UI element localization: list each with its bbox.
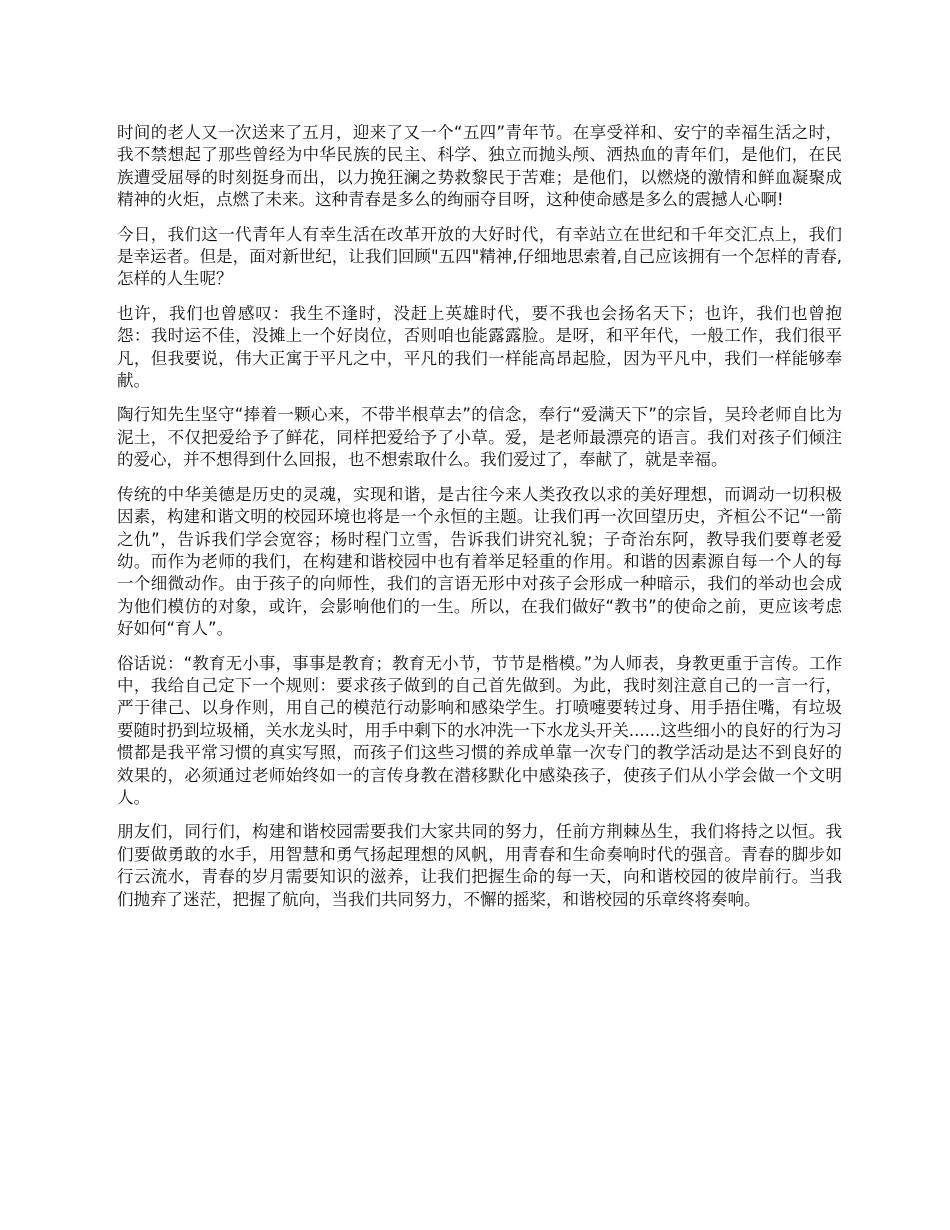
paragraph-2: 今日，我们这一代青年人有幸生活在改革开放的大好时代，有幸站立在世纪和千年交汇点上，我们是幸运者。但是，面对新世纪，让我们回顾"五四"精神,仔细地思索着,自己应该拥有一个怎样的青春,怎样的人生呢？	[117, 224, 842, 289]
paragraph-3: 也许，我们也曾感叹：我生不逢时，没赶上英雄时代，要不我也会扬名天下；也许，我们也曾抱怨：我时运不佳，没摊上一个好岗位，否则咱也能露露脸。是呀，和平年代，一般工作，我们很平凡，但我要说，伟大正寓于平凡之中，平凡的我们一样能高昂起脸，因为平凡中，我们一样能够奉献。	[117, 303, 842, 391]
paragraph-7: 朋友们，同行们，构建和谐校园需要我们大家共同的努力，任前方荆棘丛生，我们将持之以恒。我们要做勇敢的水手，用智慧和勇气扬起理想的风帆，用青春和生命奏响时代的强音。青春的脚步如行云流水，青春的岁月需要知识的滋养，让我们把握生命的每一天，向和谐校园的彼岸前行。当我们抛弃了迷茫，把握了航向，当我们共同努力，不懈的摇桨，和谐校园的乐章终将奏响。	[117, 822, 842, 909]
paragraph-5: 传统的中华美德是历史的灵魂，实现和谐，是古往今来人类孜孜以求的美好理想，而调动一切积极因素，构建和谐文明的校园环境也将是一个永恒的主题。让我们再一次回望历史，齐桓公不记“一箭之仇”，告诉我们学会宽容；杨时程门立雪，告诉我们讲究礼貌；子奇治东阿，教导我们要尊老爱幼。而作为老师的我们，在构建和谐校园中也有着举足轻重的作用。和谐的因素源自每一个人的每一个细微动作。由于孩子的向师性，我们的言语无形中对孩子会形成一种暗示，我们的举动也会成为他们模仿的对象，或许，会影响他们的一生。所以，在我们做好“教书”的使命之前，更应该考虑好如何“育人”。	[117, 484, 842, 639]
paragraph-4: 陶行知先生坚守“捧着一颗心来，不带半根草去”的信念，奉行“爱满天下”的宗旨，吴玲老师自比为泥土，不仅把爱给予了鲜花，同样把爱给予了小草。爱，是老师最漂亮的语言。我们对孩子们倾注的爱心，并不想得到什么回报，也不想索取什么。我们爱过了，奉献了，就是幸福。	[117, 405, 842, 470]
document-body	[117, 122, 842, 911]
paragraph-6: 俗话说：“教育无小事，事事是教育；教育无小节，节节是楷模。”为人师表，身教更重于言传。工作中，我给自己定下一个规则：要求孩子做到的自己首先做到。为此，我时刻注意自己的一言一行，严于律己、以身作则，用自己的模范行动影响和感染学生。打喷嚏要转过身、用手捂住嘴，有垃圾要随时扔到垃圾桶，关水龙头时，用手中剩下的水冲洗一下水龙头开关......这些细小的良好的行为习惯都是我平常习惯的真实写照，而孩子们这些习惯的养成单靠一次专门的教学活动是达不到良好的效果的，必须通过老师始终如一的言传身教在潜移默化中感染孩子，使孩子们从小学会做一个文明人。	[117, 653, 842, 807]
paragraph-1: 时间的老人又一次送来了五月，迎来了又一个“五四”青年节。在享受祥和、安宁的幸福生活之时，我不禁想起了那些曾经为中华民族的民主、科学、独立而抛头颅、洒热血的青年们，是他们，在民族遭受屈辱的时刻挺身而出，以力挽狂澜之势救黎民于苦难；是他们，以燃烧的激情和鲜血凝聚成精神的火炬，点燃了未来。这种青春是多么的绚丽夺目呀，这种使命感是多么的震撼人心啊!	[117, 123, 842, 210]
